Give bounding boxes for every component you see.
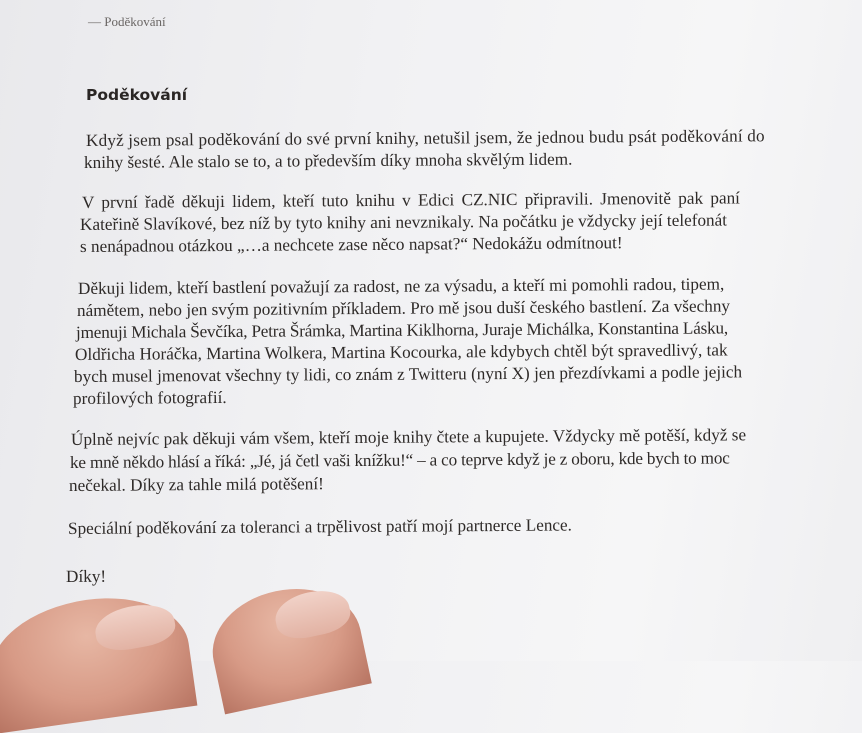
text-line: knihy šesté. Ale stalo se to, a to především díky mnoha skvělým lidem. [83,149,573,172]
text-line: Děkuji lidem, kteří bastlení považují za radost, ne za výsadu, a kteří mi pomohli radou, tipem, [77,274,725,298]
text-line: námětem, nebo jen svým pozitivním příkladem. Pro mě jsou duší českého bastlení. Za všechny [76,296,731,320]
text-line: profilových fotografií. [72,387,227,408]
closing-line: Díky! [65,566,107,586]
text-line: V první řadě děkuji lidem, kteří tuto knihu v Edici CZ.NIC připravili. Jmenovitě pak paní [81,188,740,212]
paragraph-5: Speciální poděkování za toleranci a trpělivost patří mojí partnerce Lence. [67,515,573,538]
text-line: Kateřině Slavíkové, bez níž by tyto knihy ani nevznikaly. Na počátku je vždycky její telefonát [79,210,728,234]
section-title: Poděkování [86,86,188,104]
text-line: Úplně nejvíc pak děkuji vám všem, kteří moje knihy čtete a kupujete. Vždycky mě potěší, když se [70,425,747,449]
left-finger [0,587,197,733]
text-line: nečekal. Díky za tahle milá potěšení! [68,474,324,495]
text-line: jmenuji Michala Ševčíka, Petra Šrámka, Martina Kiklhorna, Juraje Michálka, Konstantina Lásku, [75,318,729,342]
text-line: bych musel jmenovat všechny ty lidi, co znám z Twitteru (nyní X) jen přezdívkami a podle jejich [73,362,743,386]
running-head: — Poděkování [88,14,166,29]
text-line: Když jsem psal poděkování do své první knihy, netušil jsem, že jednou budu psát poděkování do [85,126,765,150]
right-finger [202,576,372,715]
text-line: Oldřicha Horáčka, Martina Wolkera, Martina Kocourka, ale kdybych chtěl být spravedlivý, tak [74,340,728,364]
text-line: s nenápadnou otázkou „…a nechcete zase něco napsat?“ Nedokážu odmítnout! [79,233,623,256]
text-line: ke mně někdo hlásí a říká: „Jé, já četl vaši knížku!“ – a co teprve když je z oboru, kde bych to moc [69,448,730,472]
